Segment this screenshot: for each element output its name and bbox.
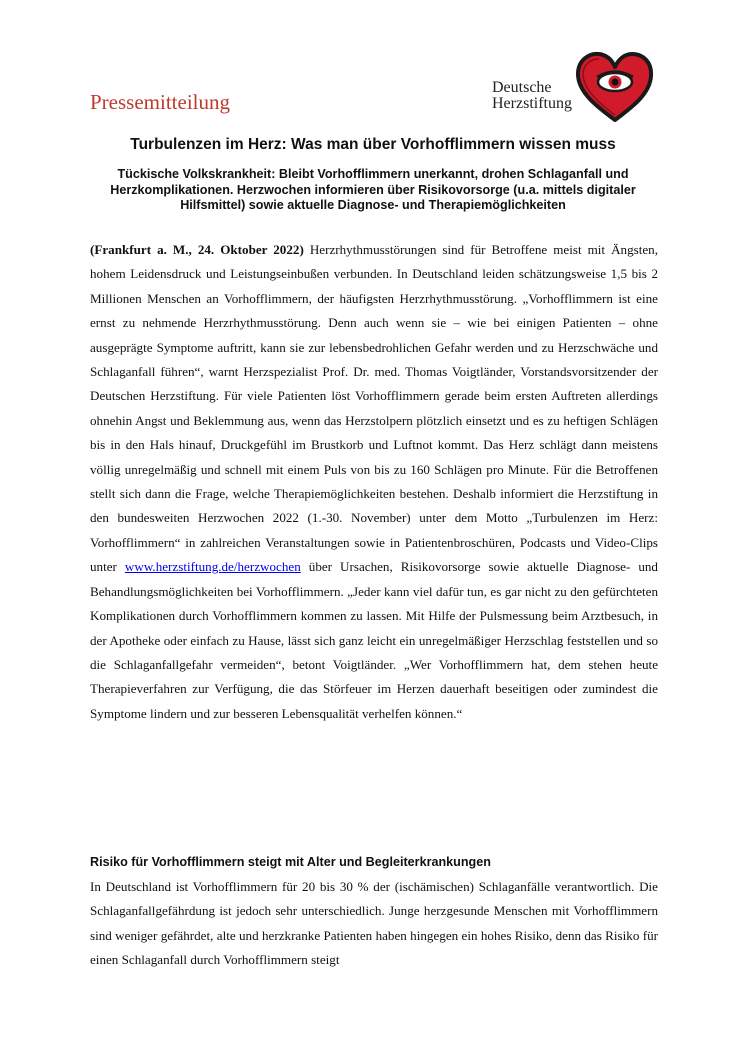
section-heading: Risiko für Vorhofflimmern steigt mit Alter und Begleiterkrankungen xyxy=(90,855,491,869)
intro-text-part-1: Herzrhythmusstörungen sind für Betroffene meist mit Ängsten, hohem Leidensdruck und Leistungseinbußen verbunden. In Deutschland leiden schätzungsweise 1,5 bis 2 Millionen Menschen an Vorhofflimmern, der häufigsten Herzrhythmusstörung. „Vorhofflimmern ist eine ernst zu nehmende Herzrhythmusstörung. Denn auch wenn sie – wie bei einigen Patienten – ohne ausgeprägte Symptome auftritt, kann sie zur lebensbedrohlichen Gefahr werden und zu Herzschwäche und Schlaganfall führen“, warnt Herzspezialist Prof. Dr. med. Thomas Voigtländer, Vorstandsvorsitzender der Deutschen Herzstiftung. Für viele Patienten löst Vorhofflimmern gerade beim ersten Auftreten allerdings ohnehin Angst und Beklemmung aus, wenn das Herzstolpern plötzlich einsetzt und es zu heftigen Schlägen bis in den Hals hinauf, Druckgefühl im Brustkorb und Luftnot kommt. Das Herz schlägt dann meistens völlig unregelmäßig und schnell mit einem Puls von bis zu 160 Schlägen pro Minute. Für die Betroffenen stellt sich dann die Frage, welche Therapiemöglichkeiten bestehen. Deshalb informiert die Herzstiftung in den bundesweiten Herzwochen 2022 (1.-30. November) unter dem Motto „Turbulenzen im Herz: Vorhofflimmern“ in zahlreichen Veranstaltungen sowie in Patientenbroschüren, Podcasts und Video-Clips unter xyxy=(90,242,658,575)
press-release-subtitle: Tückische Volkskrankheit: Bleibt Vorhofflimmern unerkannt, drohen Schlaganfall und Herzkomplikationen. Herzwochen informieren über Risikovorsorge (u.a. mittels digitaler Hilfsmittel) sowie aktuelle Diagnose- und Therapiemöglichkeiten xyxy=(110,167,636,212)
intro-text-part-2: über Ursachen, Risikovorsorge sowie aktuelle Diagnose- und Behandlungsmöglichkeiten bei Vorhofflimmern. „Jeder kann viel dafür tun, es gar nicht zu den gefürchteten Komplikationen durch Vorhofflimmern kommen zu lassen. Mit Hilfe der Pulsmessung beim Arztbesuch, in der Apotheke oder einfach zu Hause, lässt sich ganz leicht ein unregelmäßiger Herzschlag feststellen und so die Schlaganfallgefahr vermeiden“, betont Voigtländer. „Wer Vorhofflimmern hat, dem stehen heute Therapieverfahren zur Verfügung, die das Störfeuer im Herzen dauerhaft beseitigen oder zumindest die Symptome lindern und zur besseren Lebensqualität verhelfen können.“ xyxy=(90,559,658,721)
logo-line-2: Herzstiftung xyxy=(492,95,572,112)
logo-text xyxy=(492,80,572,112)
press-release-title: Turbulenzen im Herz: Was man über Vorhofflimmern wissen muss xyxy=(130,136,616,153)
herzstiftung-logo xyxy=(492,50,664,128)
press-release-label: Pressemitteilung xyxy=(90,90,230,114)
logo-line-1: Deutsche xyxy=(492,79,552,96)
intro-paragraph xyxy=(90,238,658,726)
herzwochen-link[interactable]: www.herzstiftung.de/herzwochen xyxy=(124,559,301,575)
section-paragraph: In Deutschland ist Vorhofflimmern für 20 bis 30 % der (ischämischen) Schlaganfälle verantwortlich. Die Schlaganfallgefährdung ist jedoch sehr unterschiedlich. Junge herzgesunde Menschen mit Vorhofflimmern sind weniger gefährdet, alte und herzkranke Patienten haben hingegen ein hohes Risiko, denn das Risiko für einen Schlaganfall durch Vorhofflimmern steigt xyxy=(90,879,658,968)
heart-eye-icon xyxy=(574,50,656,124)
dateline: (Frankfurt a. M., 24. Oktober 2022) xyxy=(90,242,304,257)
